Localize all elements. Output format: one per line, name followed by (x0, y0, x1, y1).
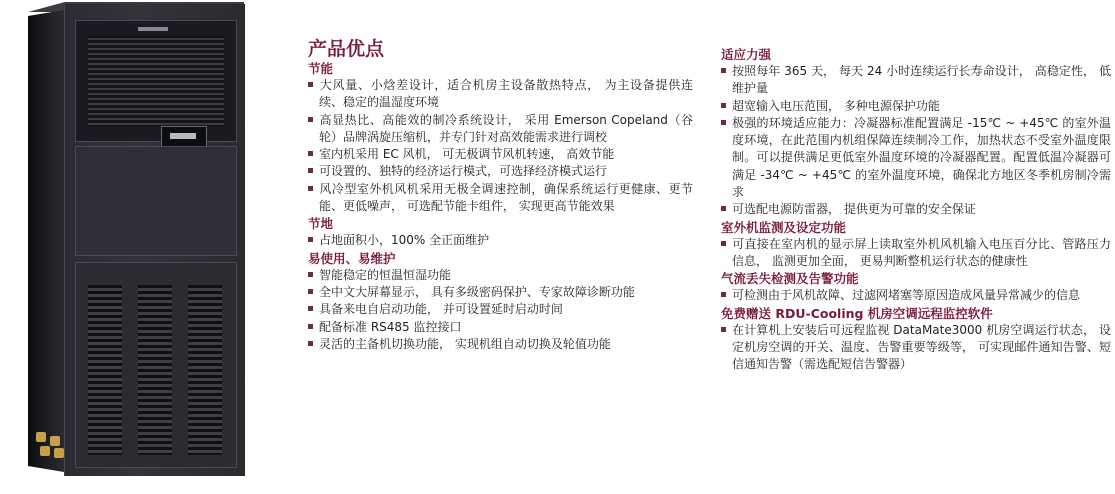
section-title-space-saving: 节地 (308, 216, 334, 232)
list-item: 超宽输入电压范围， 多种电源保护功能 (721, 98, 1111, 115)
list-item: 占地面积小，100% 全正面维护 (308, 232, 693, 249)
section-title-remote-software: 免费赠送 RDU-Cooling 机房空调远程监控软件 (721, 305, 993, 321)
section-title-energy-saving: 节能 (308, 61, 334, 76)
list-item: 全中文大屏幕显示， 具有多级密码保护、专家故障诊断功能 (308, 284, 693, 301)
cabinet-front (64, 4, 245, 476)
page-title: 产品优点 (308, 38, 385, 60)
list-item: 可直接在室内机的显示屏上读取室外机风机输入电压百分比、管路压力信息， 监测更加全面， 更易判断整机运行状态的健康性 (721, 236, 1111, 271)
list-item: 可选配电源防雷器， 提供更为可靠的安全保证 (721, 201, 1111, 218)
list-item: 智能稳定的恒温恒湿功能 (308, 267, 693, 284)
list-item: 大风量、小焓差设计，适合机房主设备散热特点， 为主设备提供连续、稳定的温湿度环境 (308, 77, 693, 112)
brand-plate (138, 27, 168, 31)
list-item: 极强的环境适应能力：冷凝器标准配置满足 -15℃ ~ +45℃ 的室外温度环境，在此范围内机组保障连续制冷工作，加热状态不受室外温度限制。可以提供满足更低室外温度环境的冷凝器配置。配置低温冷凝器可满足 -34℃ ~ +45℃ 的室外温度环境，确保北方地区冬季机房制冷需求 (721, 115, 1111, 201)
list-item: 具备来电自启动功能， 并可设置延时启动时间 (308, 301, 693, 318)
cabinet-side (28, 10, 64, 472)
list-item: 按照每年 365 天， 每天 24 小时连续运行长寿命设计， 高稳定性， 低维护量 (721, 63, 1111, 98)
vent-grille (138, 285, 172, 455)
advantages-column (308, 38, 693, 353)
list-item: 配备标准 RS485 监控接口 (308, 319, 693, 336)
list-item: 室内机采用 EC 风机， 可无极调节风机转速， 高效节能 (308, 146, 693, 163)
list-item: 灵活的主备机切换功能， 实现机组自动切换及轮值功能 (308, 336, 693, 353)
vent-grille (188, 285, 222, 455)
list-item: 风冷型室外机风机采用无极全调速控制，确保系统运行更健康、更节能、更低噪声， 可选配节能卡组件， 实现更高节能效果 (308, 181, 693, 216)
air-louver (88, 35, 224, 127)
list-item: 可设置的、独特的经济运行模式，可选择经济模式运行 (308, 163, 693, 180)
lower-vent-panel (75, 262, 237, 468)
product-image-precision-air-conditioner (22, 2, 258, 490)
list-item: 在计算机上安装后可远程监视 DataMate3000 机房空调运行状态， 设定机房空调的开关、温度、告警重要等级等， 可实现邮件通知告警、短信通知告警（需选配短信告警器） (721, 322, 1111, 374)
features-column (721, 46, 1111, 373)
section-title-airflow-alarm: 气流丢失检测及告警功能 (721, 271, 859, 287)
section-title-adaptability: 适应力强 (721, 47, 772, 62)
middle-panel (75, 146, 237, 256)
upper-air-panel (75, 20, 237, 142)
list-item: 高显热比、高能效的制冷系统设计， 采用 Emerson Copeland（谷轮）品牌涡旋压缩机，并专门针对高效能需求进行调校 (308, 112, 693, 147)
list-item: 可检测由于风机故障、过滤网堵塞等原因造成风量异常减少的信息 (721, 287, 1111, 304)
section-title-easy-use: 易使用、易维护 (308, 250, 396, 266)
vent-grille (88, 285, 122, 455)
section-title-outdoor-monitoring: 室外机监测及设定功能 (721, 219, 847, 235)
pipe-connectors-icon (36, 432, 66, 458)
lcd-display-icon (161, 126, 207, 148)
